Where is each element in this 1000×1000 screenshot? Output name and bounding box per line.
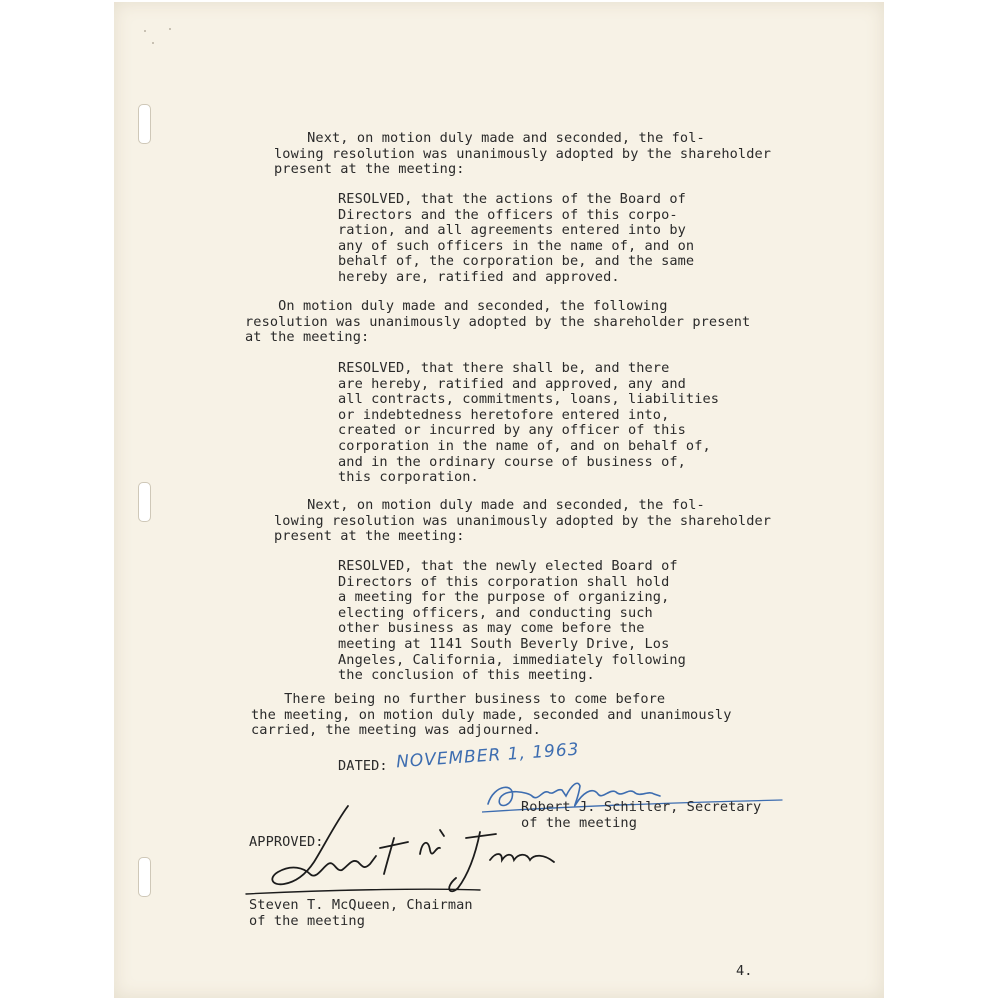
secretary-name: Robert J. Schiller, Secretary of the meeting <box>521 799 762 831</box>
chairman-signature <box>244 802 574 897</box>
document-page <box>114 2 884 998</box>
resolution-1: RESOLVED, that the actions of the Board of Directors and the officers of this corpo- ration, and all agreements entered into by any of such officers in the name of, and on behalf of, the corporation be, and the same hereby are, ratified and approved. <box>338 191 695 285</box>
chairman-name: Steven T. McQueen, Chairman of the meeting <box>249 897 473 929</box>
paper-speck <box>144 30 146 32</box>
paragraph-2: On motion duly made and seconded, the following resolution was unanimously adopted by the shareholder present at the meeting: <box>245 298 751 346</box>
approved-label: APPROVED: <box>249 834 324 850</box>
binder-hole <box>138 482 151 522</box>
binder-hole <box>138 104 151 144</box>
dated-label: DATED: <box>338 758 388 774</box>
binder-hole <box>138 857 151 897</box>
resolution-2: RESOLVED, that there shall be, and there are hereby, ratified and approved, any and all contracts, commitments, loans, liabilities or indebtedness heretofore entered into, created or incurred by any officer of this corporation in the name of, and on behalf of, and in the ordinary course of business of, this corporation. <box>338 360 720 486</box>
paragraph-1: Next, on motion duly made and seconded, the fol- lowing resolution was unanimously adopted by the shareholder present at the meeting: <box>274 130 772 178</box>
paragraph-3: Next, on motion duly made and seconded, the fol- lowing resolution was unanimously adopted by the shareholder present at the meeting: <box>274 497 772 545</box>
paragraph-4: There being no further business to come before the meeting, on motion duly made, seconded and unanimously carried, the meeting was adjourned. <box>251 691 732 739</box>
handwritten-date: NOVEMBER 1, 1963 <box>395 739 581 773</box>
paper-speck <box>152 42 154 44</box>
resolution-3: RESOLVED, that the newly elected Board of Directors of this corporation shall hold a meeting for the purpose of organizing, electing officers, and conducting such other business as may come before the meeting at 1141 South Beverly Drive, Los Angeles, California, immediately following the conclusion of this meeting. <box>338 558 686 684</box>
paper-speck <box>169 28 171 30</box>
page-number: 4. <box>736 963 753 979</box>
